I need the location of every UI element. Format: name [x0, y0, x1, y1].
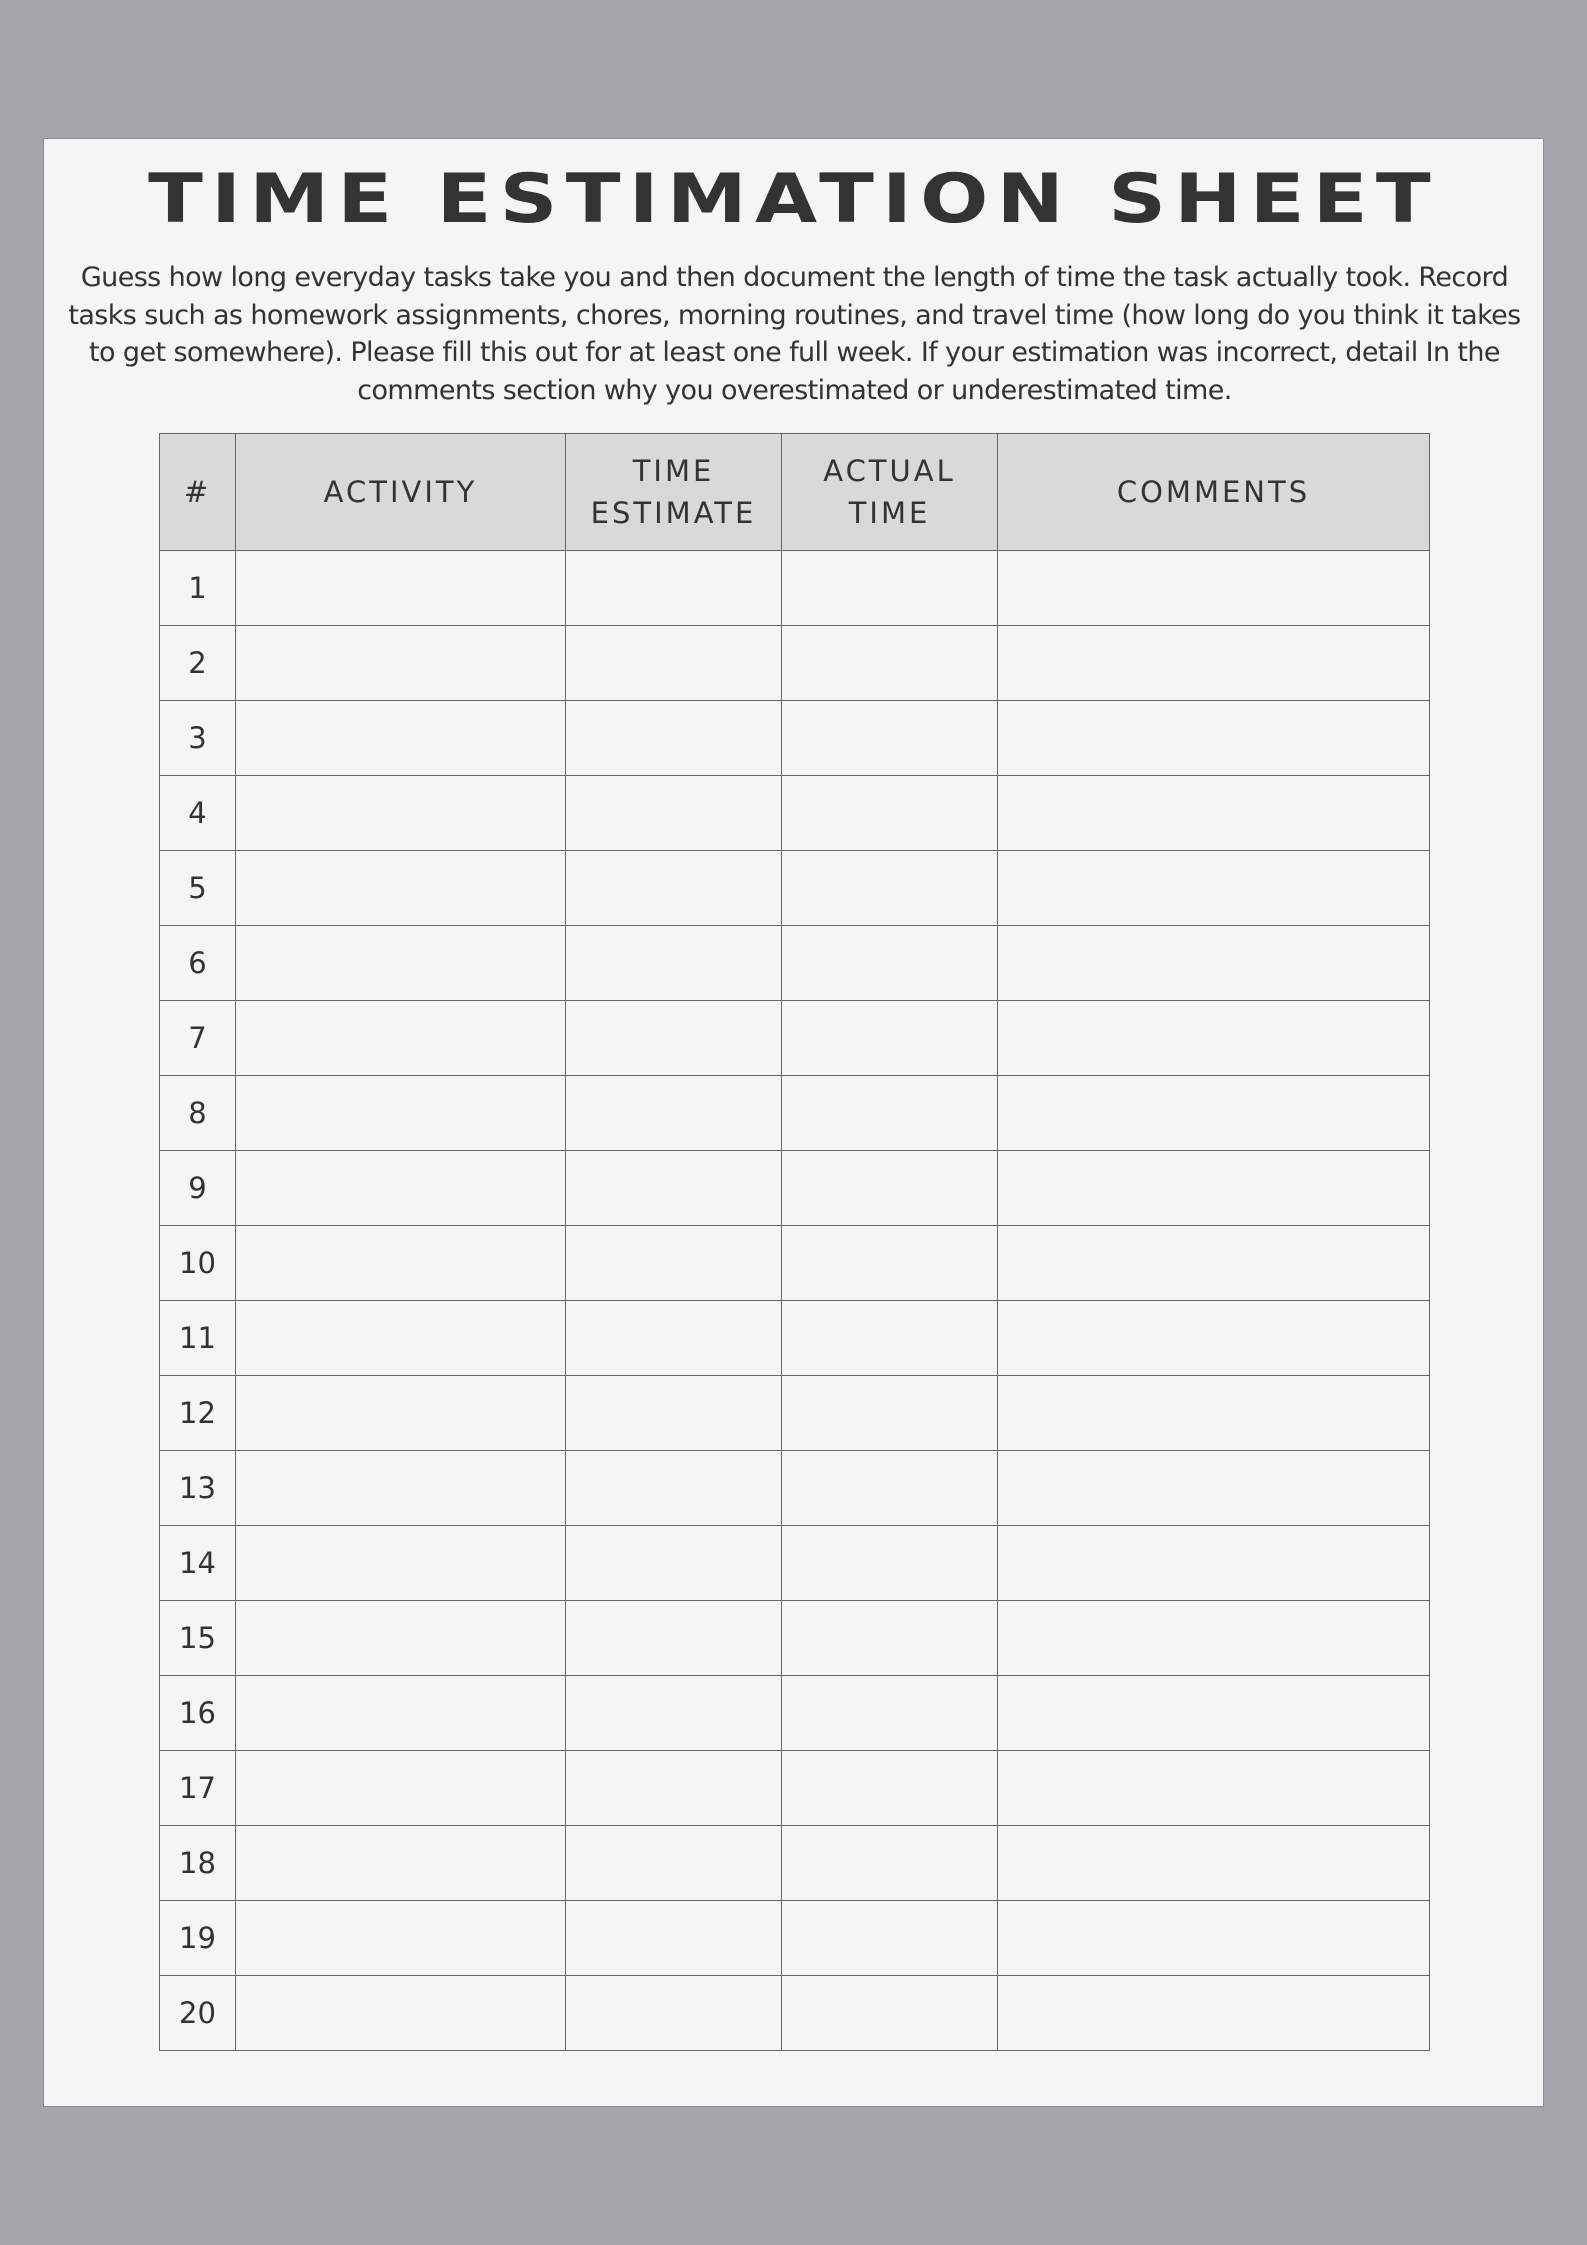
comments-cell[interactable] [998, 551, 1430, 626]
comments-cell[interactable] [998, 1151, 1430, 1226]
actual-time-cell[interactable] [782, 1901, 998, 1976]
actual-time-cell[interactable] [782, 626, 998, 701]
header-actual-time-line1: ACTUAL [823, 454, 956, 488]
row-number-cell: 14 [160, 1526, 236, 1601]
comments-cell[interactable] [998, 776, 1430, 851]
header-comments: COMMENTS [998, 434, 1430, 551]
time-estimate-cell[interactable] [566, 701, 782, 776]
actual-time-cell[interactable] [782, 926, 998, 1001]
row-number-cell: 2 [160, 626, 236, 701]
activity-cell[interactable] [236, 1076, 566, 1151]
actual-time-cell[interactable] [782, 1001, 998, 1076]
time-estimate-cell[interactable] [566, 551, 782, 626]
activity-cell[interactable] [236, 1826, 566, 1901]
table-row [160, 776, 1430, 851]
actual-time-cell[interactable] [782, 1976, 998, 2051]
row-number-cell: 1 [160, 551, 236, 626]
activity-cell[interactable] [236, 926, 566, 1001]
page-title: TIME ESTIMATION SHEET [148, 160, 1439, 239]
comments-cell[interactable] [998, 701, 1430, 776]
header-time-estimate-line1: TIME [632, 454, 715, 488]
comments-cell[interactable] [998, 851, 1430, 926]
table-row [160, 1901, 1430, 1976]
row-number-cell: 9 [160, 1151, 236, 1226]
time-estimate-cell[interactable] [566, 1526, 782, 1601]
actual-time-cell[interactable] [782, 1301, 998, 1376]
row-number-cell: 13 [160, 1451, 236, 1526]
activity-cell[interactable] [236, 1676, 566, 1751]
actual-time-cell[interactable] [782, 1076, 998, 1151]
activity-cell[interactable] [236, 626, 566, 701]
time-estimate-cell[interactable] [566, 1301, 782, 1376]
header-time-estimate-line2: ESTIMATE [590, 496, 757, 530]
table-row [160, 1526, 1430, 1601]
comments-cell[interactable] [998, 1976, 1430, 2051]
row-number-cell: 18 [160, 1826, 236, 1901]
time-estimate-cell[interactable] [566, 1376, 782, 1451]
comments-cell[interactable] [998, 1301, 1430, 1376]
row-number-cell: 17 [160, 1751, 236, 1826]
time-estimate-cell[interactable] [566, 1826, 782, 1901]
activity-cell[interactable] [236, 1001, 566, 1076]
comments-cell[interactable] [998, 1376, 1430, 1451]
activity-cell[interactable] [236, 1976, 566, 2051]
worksheet-page [43, 138, 1544, 2107]
comments-cell[interactable] [998, 1901, 1430, 1976]
row-number-cell: 15 [160, 1601, 236, 1676]
comments-cell[interactable] [998, 1226, 1430, 1301]
header-number: # [160, 434, 236, 551]
activity-cell[interactable] [236, 1451, 566, 1526]
row-number-cell: 4 [160, 776, 236, 851]
comments-cell[interactable] [998, 926, 1430, 1001]
row-number-cell: 10 [160, 1226, 236, 1301]
time-estimate-cell[interactable] [566, 1451, 782, 1526]
table-row [160, 1826, 1430, 1901]
actual-time-cell[interactable] [782, 1826, 998, 1901]
comments-cell[interactable] [998, 1601, 1430, 1676]
time-estimate-cell[interactable] [566, 1001, 782, 1076]
activity-cell[interactable] [236, 1376, 566, 1451]
comments-cell[interactable] [998, 1076, 1430, 1151]
activity-cell[interactable] [236, 1151, 566, 1226]
table-row [160, 1301, 1430, 1376]
activity-cell[interactable] [236, 851, 566, 926]
time-estimate-cell[interactable] [566, 1076, 782, 1151]
activity-cell[interactable] [236, 1526, 566, 1601]
header-actual-time-line2: TIME [848, 496, 931, 530]
instructions-text: Guess how long everyday tasks take you and then document the length of time the task actually took. Record tasks such as homework assignments, chores, morning routines, and travel time (how long do you think it takes to get somewhere). Please fill this out for at least one full week. If your estimation was incorrect, detail In the comments section why you overestimated or underestimated time. [68, 262, 1521, 406]
row-number-cell: 12 [160, 1376, 236, 1451]
activity-cell[interactable] [236, 776, 566, 851]
table-row [160, 551, 1430, 626]
activity-cell[interactable] [236, 1751, 566, 1826]
comments-cell[interactable] [998, 1451, 1430, 1526]
table-row [160, 851, 1430, 926]
actual-time-cell[interactable] [782, 1526, 998, 1601]
time-estimate-cell[interactable] [566, 1151, 782, 1226]
header-actual-time [782, 434, 998, 551]
actual-time-cell[interactable] [782, 776, 998, 851]
time-estimate-cell[interactable] [566, 626, 782, 701]
activity-cell[interactable] [236, 1226, 566, 1301]
table-row [160, 1676, 1430, 1751]
activity-cell[interactable] [236, 551, 566, 626]
actual-time-cell[interactable] [782, 1601, 998, 1676]
table-row [160, 626, 1430, 701]
row-number-cell: 5 [160, 851, 236, 926]
table-row [160, 701, 1430, 776]
row-number-cell: 11 [160, 1301, 236, 1376]
table-row [160, 1076, 1430, 1151]
header-activity: ACTIVITY [236, 434, 566, 551]
comments-cell[interactable] [998, 626, 1430, 701]
row-number-cell: 6 [160, 926, 236, 1001]
row-number-cell: 7 [160, 1001, 236, 1076]
row-number-cell: 8 [160, 1076, 236, 1151]
row-number-cell: 3 [160, 701, 236, 776]
row-number-cell: 20 [160, 1976, 236, 2051]
actual-time-cell[interactable] [782, 851, 998, 926]
actual-time-cell[interactable] [782, 1376, 998, 1451]
table-body [160, 551, 1430, 2051]
comments-cell[interactable] [998, 1526, 1430, 1601]
table-row [160, 1976, 1430, 2051]
table-row [160, 1451, 1430, 1526]
time-estimate-cell[interactable] [566, 1226, 782, 1301]
activity-cell[interactable] [236, 1301, 566, 1376]
time-estimate-cell[interactable] [566, 851, 782, 926]
table-row [160, 1001, 1430, 1076]
table-row [160, 1376, 1430, 1451]
table-row [160, 1226, 1430, 1301]
table-row [160, 926, 1430, 1001]
header-time-estimate [566, 434, 782, 551]
actual-time-cell[interactable] [782, 1751, 998, 1826]
comments-cell[interactable] [998, 1751, 1430, 1826]
activity-cell[interactable] [236, 1601, 566, 1676]
activity-cell[interactable] [236, 1901, 566, 1976]
time-estimate-cell[interactable] [566, 1676, 782, 1751]
time-estimate-cell[interactable] [566, 776, 782, 851]
time-estimate-cell[interactable] [566, 926, 782, 1001]
comments-cell[interactable] [998, 1001, 1430, 1076]
time-estimate-cell[interactable] [566, 1901, 782, 1976]
time-estimation-table [159, 433, 1430, 2051]
table-row [160, 1601, 1430, 1676]
row-number-cell: 16 [160, 1676, 236, 1751]
table-row [160, 1151, 1430, 1226]
activity-cell[interactable] [236, 701, 566, 776]
actual-time-cell[interactable] [782, 1451, 998, 1526]
actual-time-cell[interactable] [782, 1151, 998, 1226]
actual-time-cell[interactable] [782, 701, 998, 776]
actual-time-cell[interactable] [782, 551, 998, 626]
time-estimate-cell[interactable] [566, 1976, 782, 2051]
table-header-row [160, 434, 1430, 551]
table-row [160, 1751, 1430, 1826]
time-estimate-cell[interactable] [566, 1601, 782, 1676]
time-estimate-cell[interactable] [566, 1751, 782, 1826]
comments-cell[interactable] [998, 1676, 1430, 1751]
comments-cell[interactable] [998, 1826, 1430, 1901]
actual-time-cell[interactable] [782, 1676, 998, 1751]
row-number-cell: 19 [160, 1901, 236, 1976]
actual-time-cell[interactable] [782, 1226, 998, 1301]
